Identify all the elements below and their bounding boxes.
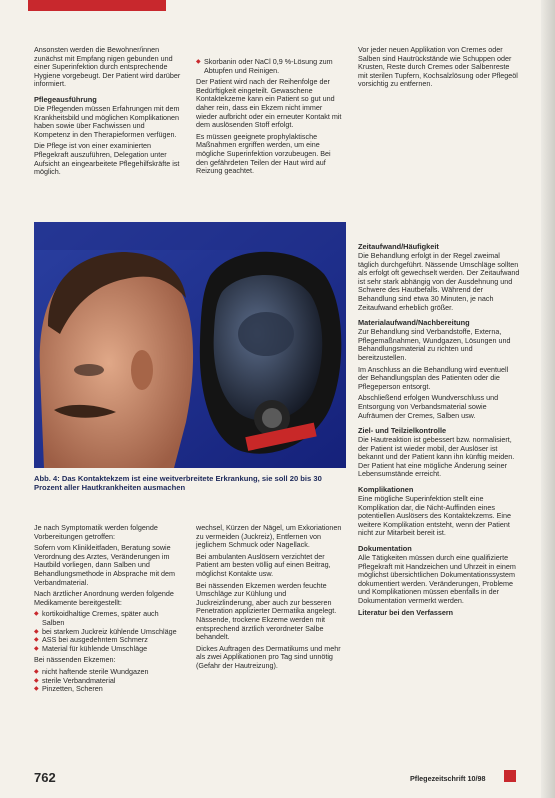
list-item: ◆ Material für kühlende Umschläge xyxy=(34,645,182,654)
list-item: ◆ kortikoidhaltige Cremes, später auch Salben xyxy=(34,610,182,627)
paragraph: Ansonsten werden die Bewohner/innen zunächst mit Empfang nigen gebunden und einer Superinfektion durch entsprechende Hygiene vorgebeugt. Der Patient wird darüber informiert. xyxy=(34,45,181,89)
list-item: ◆ ASS bei ausgedehntem Schmerz xyxy=(34,636,182,645)
paragraph: Bei nässenden Ekzemen werden feuchte Umschläge zur Kühlung und Juckreizlinderung, aber auch zur besseren Penetration applizierter Dermatika angelegt. Nässende, trockene Ekzeme werden mit entsprechend ärztlich verordneter Salbe behandelt. xyxy=(196,580,337,642)
list-item: ◆ nicht haftende sterile Wundgazen xyxy=(34,668,182,677)
red-header-bar xyxy=(28,0,166,11)
list-item: ◆ sterile Verbandmaterial xyxy=(34,677,182,686)
paragraph: Nach ärztlicher Anordnung werden folgende Medikamente bereitgestellt: xyxy=(34,589,174,607)
paragraph: Im Anschluss an die Behandlung wird eventuell der Behandlungsplan des Patienten oder die Pflegeperson entsorgt. xyxy=(358,364,509,391)
literature-note: Literatur bei den Verfassern xyxy=(358,607,454,617)
paragraph: Abschließend erfolgen Wundverschluss und Entsorgung von Verbandsmaterial sowie Aufräumen der Cremes, Salben usw. xyxy=(358,393,499,420)
paragraph: Sofern vom Klinikleitfaden, Beratung sowie Verordnung des Arztes, Veränderungen im Hautbild vorliegen, dann Salben und Behandlungsmethode in Absprache mit dem Verbandmaterial. xyxy=(34,543,176,587)
paragraph: Alle Tätigkeiten müssen durch eine qualifizierte Pflegekraft mit Handzeichen und Uhrzeit in einem möglichst übersichtlichen Dokumentationssystem dokumentiert werden. Veränderungen, Probleme und Komplikationen müssen ebenfalls in der Dokumentation vermerkt werden. xyxy=(358,553,516,605)
paragraph: Der Patient wird nach der Reihenfolge der Bedürftigkeit eingeteilt. Gewaschene Kontaktekzeme kann ein Patient so gut und daher rein, dass ein Ekzem nicht immer wieder aufbricht oder ein erneuter Kontakt mit dem auslösenden Stoff erfolgt. xyxy=(196,77,342,130)
paragraph: Es müssen geeignete prophylaktische Maßnahmen ergriffen werden, um eine mögliche Superinfektion vorzubeugen. Bei den gefährdeten Teilen der Haut wird auf Reizung geachtet. xyxy=(196,131,331,176)
respirator-mask xyxy=(200,252,342,454)
figure-caption: Abb. 4: Das Kontaktekzem ist eine weitverbreitete Erkrankung, sie soll 20 bis 30 Prozent aller Hautkrankheiten ausmachen xyxy=(34,474,322,493)
section-heading: Komplikationen xyxy=(358,485,414,495)
column-1-bottom xyxy=(34,524,182,697)
page-gutter-shadow xyxy=(541,0,555,798)
paragraph: Zur Behandlung sind Verbandstoffe, Externa, Pflegemaßnahmen, Wundgazen, Lösungen und Behandlungsmaterial zu richten und bereitzustellen. xyxy=(358,327,511,362)
paragraph: Die Behandlung erfolgt in der Regel zweimal täglich durchgeführt. Nässende Umschläge sollten als erfolgt oft gewechselt werden. Der Zeitaufwand ist sehr stark abhängig von der Ausdehnung und Schwere des Hautbefalls. Während der Behandlung sind etwa 30 Minuten, je nach Zeitaufwand erheblich größer. xyxy=(358,251,520,312)
column-1-top xyxy=(34,46,182,180)
paragraph: Vor jeder neuen Applikation von Cremes oder Salben sind Hautrückstände wie Schuppen oder Krusten, Reste durch Cremes oder Salbenreste mit sterilen Tupfern, Kochsalzlösung oder Pflegeöl vorsichtig zu entfernen. xyxy=(358,45,518,89)
bullet-list xyxy=(196,58,344,75)
section-heading: Ziel- und Teilzielkontrolle xyxy=(358,426,447,436)
list-item: ◆ Skorbanin oder NaCl 0,9 %-Lösung zum Abtupfen und Reinigen. xyxy=(196,58,344,75)
section-heading: Zeitaufwand/Häufigkeit xyxy=(358,242,439,251)
paragraph: Die Pflegenden müssen Erfahrungen mit dem Krankheitsbild und möglichen Komplikationen haben sowie über Fachwissen und Kompetenz in den Therapieformen verfügen. xyxy=(34,103,180,139)
firefighter-photo xyxy=(34,222,346,468)
bullet-list xyxy=(34,610,182,653)
paragraph: wechsel, Kürzen der Nägel, um Exkoriationen zu vermeiden (Juckreiz), Entfernen von jeglichem Schmuck oder Nagellack. xyxy=(196,523,342,550)
section-heading: Pflegeausführung xyxy=(34,94,97,104)
paragraph: Bei ambulanten Auslösern verzichtet der Patient am besten völlig auf einen Beitrag, möglichst Kontakte usw. xyxy=(196,551,331,578)
section-heading: Materialaufwand/Nachbereitung xyxy=(358,318,470,328)
column-2-bottom xyxy=(196,524,344,674)
magazine-logo-icon xyxy=(504,770,516,782)
paragraph: Die Pflege ist von einer examinierten Pflegekraft auszuführen, Delegation unter Aufsicht an eingearbeitete Pflegehilfskräfte ist möglich. xyxy=(34,141,180,177)
photo-illustration xyxy=(34,222,346,468)
paragraph: Je nach Symptomatik werden folgende Vorbereitungen getroffen: xyxy=(34,523,158,541)
column-2-top xyxy=(196,58,344,179)
paragraph: Die Hautreaktion ist gebessert bzw. normalisiert, der Patient ist wieder mobil, der Auslöser ist bekannt und der Patient kann ihn künftig meiden. Der Patient hat eine mögliche Änderung seiner Lebensumstände erreicht. xyxy=(358,435,515,479)
column-3-top xyxy=(358,46,520,92)
section-heading: Dokumentation xyxy=(358,544,412,554)
list-item: ◆ Pinzetten, Scheren xyxy=(34,685,182,694)
page-number: 762 xyxy=(34,770,56,785)
paragraph: Eine mögliche Superinfektion stellt eine Komplikation dar, die Nicht-Auffinden eines potentiellen Auslösers des Kontaktekzems. Eine weitere Komplikation entsteht, wenn der Patient nicht zur Mitarbeit bereit ist. xyxy=(358,494,512,538)
paragraph: Dickes Auftragen des Dermatikums und mehr als zwei Applikationen pro Tag sind unnötig (Gefahr der Hautreizung). xyxy=(196,643,341,670)
column-3-bottom xyxy=(358,236,520,620)
paragraph: Bei nässenden Ekzemen: xyxy=(34,655,116,665)
bullet-list xyxy=(34,668,182,694)
magazine-footer: Pflegezeitschrift 10/98 xyxy=(410,774,486,783)
list-item: ◆ bei starkem Juckreiz kühlende Umschläge xyxy=(34,628,182,637)
